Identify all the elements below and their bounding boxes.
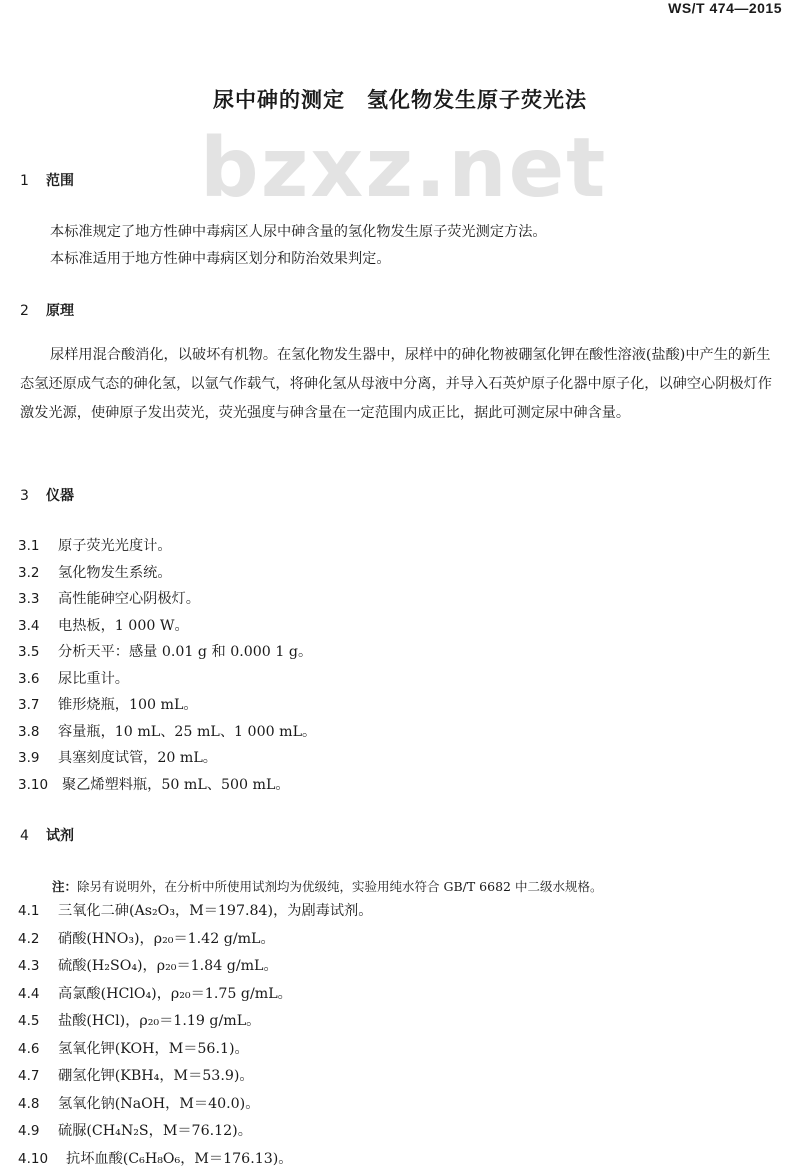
list-item [18,1008,372,1036]
section-heading-principle [20,300,74,320]
item-text: 分析天平：感量 0.01 g 和 0.000 1 g。 [58,644,312,660]
item-number: 3.2 [18,560,58,587]
list-item [18,745,316,772]
list-item [18,981,372,1009]
list-item [18,613,316,640]
watermark: bzxz.net [200,128,607,210]
list-item [18,1063,372,1091]
list-item [18,560,316,587]
section-number: 1 [20,173,46,189]
standard-code: WS/T 474—2015 [668,0,782,16]
section-title: 仪器 [46,488,74,504]
item-number: 3.9 [18,745,58,772]
item-text: 原子荧光光度计。 [58,538,172,554]
item-number: 4.7 [18,1063,58,1091]
item-number: 3.8 [18,719,58,746]
section-title: 原理 [46,303,74,319]
list-item [18,772,316,799]
apparatus-list [18,533,316,798]
item-number: 4.5 [18,1008,58,1036]
item-text: 硫脲(CH₄N₂S，M＝76.12)。 [58,1123,252,1139]
note-text: 除另有说明外，在分析中所使用试剂均为优级纯，实验用纯水符合 GB/T 6682 中二级水规格。 [77,879,602,894]
item-text: 聚乙烯塑料瓶，50 mL、500 mL。 [62,777,290,793]
section-number: 4 [20,828,46,844]
item-number: 4.6 [18,1036,58,1064]
list-item [18,666,316,693]
item-text: 锥形烧瓶，100 mL。 [58,697,198,713]
item-text: 尿比重计。 [58,671,129,687]
item-text: 容量瓶，10 mL、25 mL、1 000 mL。 [58,724,316,740]
item-number: 4.9 [18,1118,58,1146]
list-item [18,639,316,666]
section-number: 2 [20,303,46,319]
scope-line-1: 本标准规定了地方性砷中毒病区人尿中砷含量的氢化物发生原子荧光测定方法。 [50,221,547,241]
document-title: 尿中砷的测定 氢化物发生原子荧光法 [0,84,800,114]
scope-line-2: 本标准适用于地方性砷中毒病区划分和防治效果判定。 [50,248,391,268]
item-text: 高性能砷空心阴极灯。 [58,591,200,607]
item-number: 3.6 [18,666,58,693]
item-number: 4.4 [18,981,58,1009]
item-text: 氢化物发生系统。 [58,565,172,581]
item-text: 具塞刻度试管，20 mL。 [58,750,217,766]
item-text: 硼氢化钾(KBH₄，M＝53.9)。 [58,1068,254,1084]
note-label: 注： [52,879,77,894]
principle-paragraph: 尿样用混合酸消化，以破坏有机物。在氢化物发生器中，尿样中的砷化物被硼氢化钾在酸性溶液(盐酸)中产生的新生态氢还原成气态的砷化氢，以氩气作载气，将砷化氢从母液中分离，并导入石英炉原子化器中原子化，以砷空心阴极灯作激发光源，使砷原子发出荧光，荧光强度与砷含量在一定范围内成正比，据此可测定尿中砷含量。 [20,341,784,428]
list-item [18,586,316,613]
item-text: 氢氧化钠(NaOH，M＝40.0)。 [58,1096,259,1112]
section-title: 试剂 [46,828,74,844]
reagents-note [52,877,602,895]
item-number: 4.10 [18,1146,66,1173]
item-number: 3.5 [18,639,58,666]
section-number: 3 [20,488,46,504]
item-text: 三氧化二砷(As₂O₃，M＝197.84)，为剧毒试剂。 [58,903,372,919]
item-text: 硝酸(HNO₃)，ρ₂₀＝1.42 g/mL。 [58,931,275,947]
list-item [18,692,316,719]
item-number: 4.1 [18,898,58,926]
section-heading-scope [20,170,74,190]
section-title: 范围 [46,173,74,189]
list-item [18,926,372,954]
section-heading-apparatus [20,485,74,505]
item-number: 3.7 [18,692,58,719]
list-item [18,953,372,981]
item-number: 4.2 [18,926,58,954]
item-number: 4.3 [18,953,58,981]
item-text: 电热板，1 000 W。 [58,618,189,634]
item-text: 抗坏血酸(C₆H₈O₆，M＝176.13)。 [66,1151,292,1167]
list-item [18,1118,372,1146]
list-item [18,533,316,560]
list-item [18,719,316,746]
item-number: 3.10 [18,772,62,799]
item-text: 硫酸(H₂SO₄)，ρ₂₀＝1.84 g/mL。 [58,958,278,974]
reagents-list [18,898,372,1173]
item-text: 盐酸(HCl)，ρ₂₀＝1.19 g/mL。 [58,1013,260,1029]
list-item [18,1146,372,1173]
item-number: 3.4 [18,613,58,640]
list-item [18,1036,372,1064]
list-item [18,898,372,926]
item-number: 4.8 [18,1091,58,1119]
section-heading-reagents [20,825,74,845]
item-number: 3.1 [18,533,58,560]
item-text: 氢氧化钾(KOH，M＝56.1)。 [58,1041,249,1057]
list-item [18,1091,372,1119]
item-number: 3.3 [18,586,58,613]
item-text: 高氯酸(HClO₄)，ρ₂₀＝1.75 g/mL。 [58,986,292,1002]
